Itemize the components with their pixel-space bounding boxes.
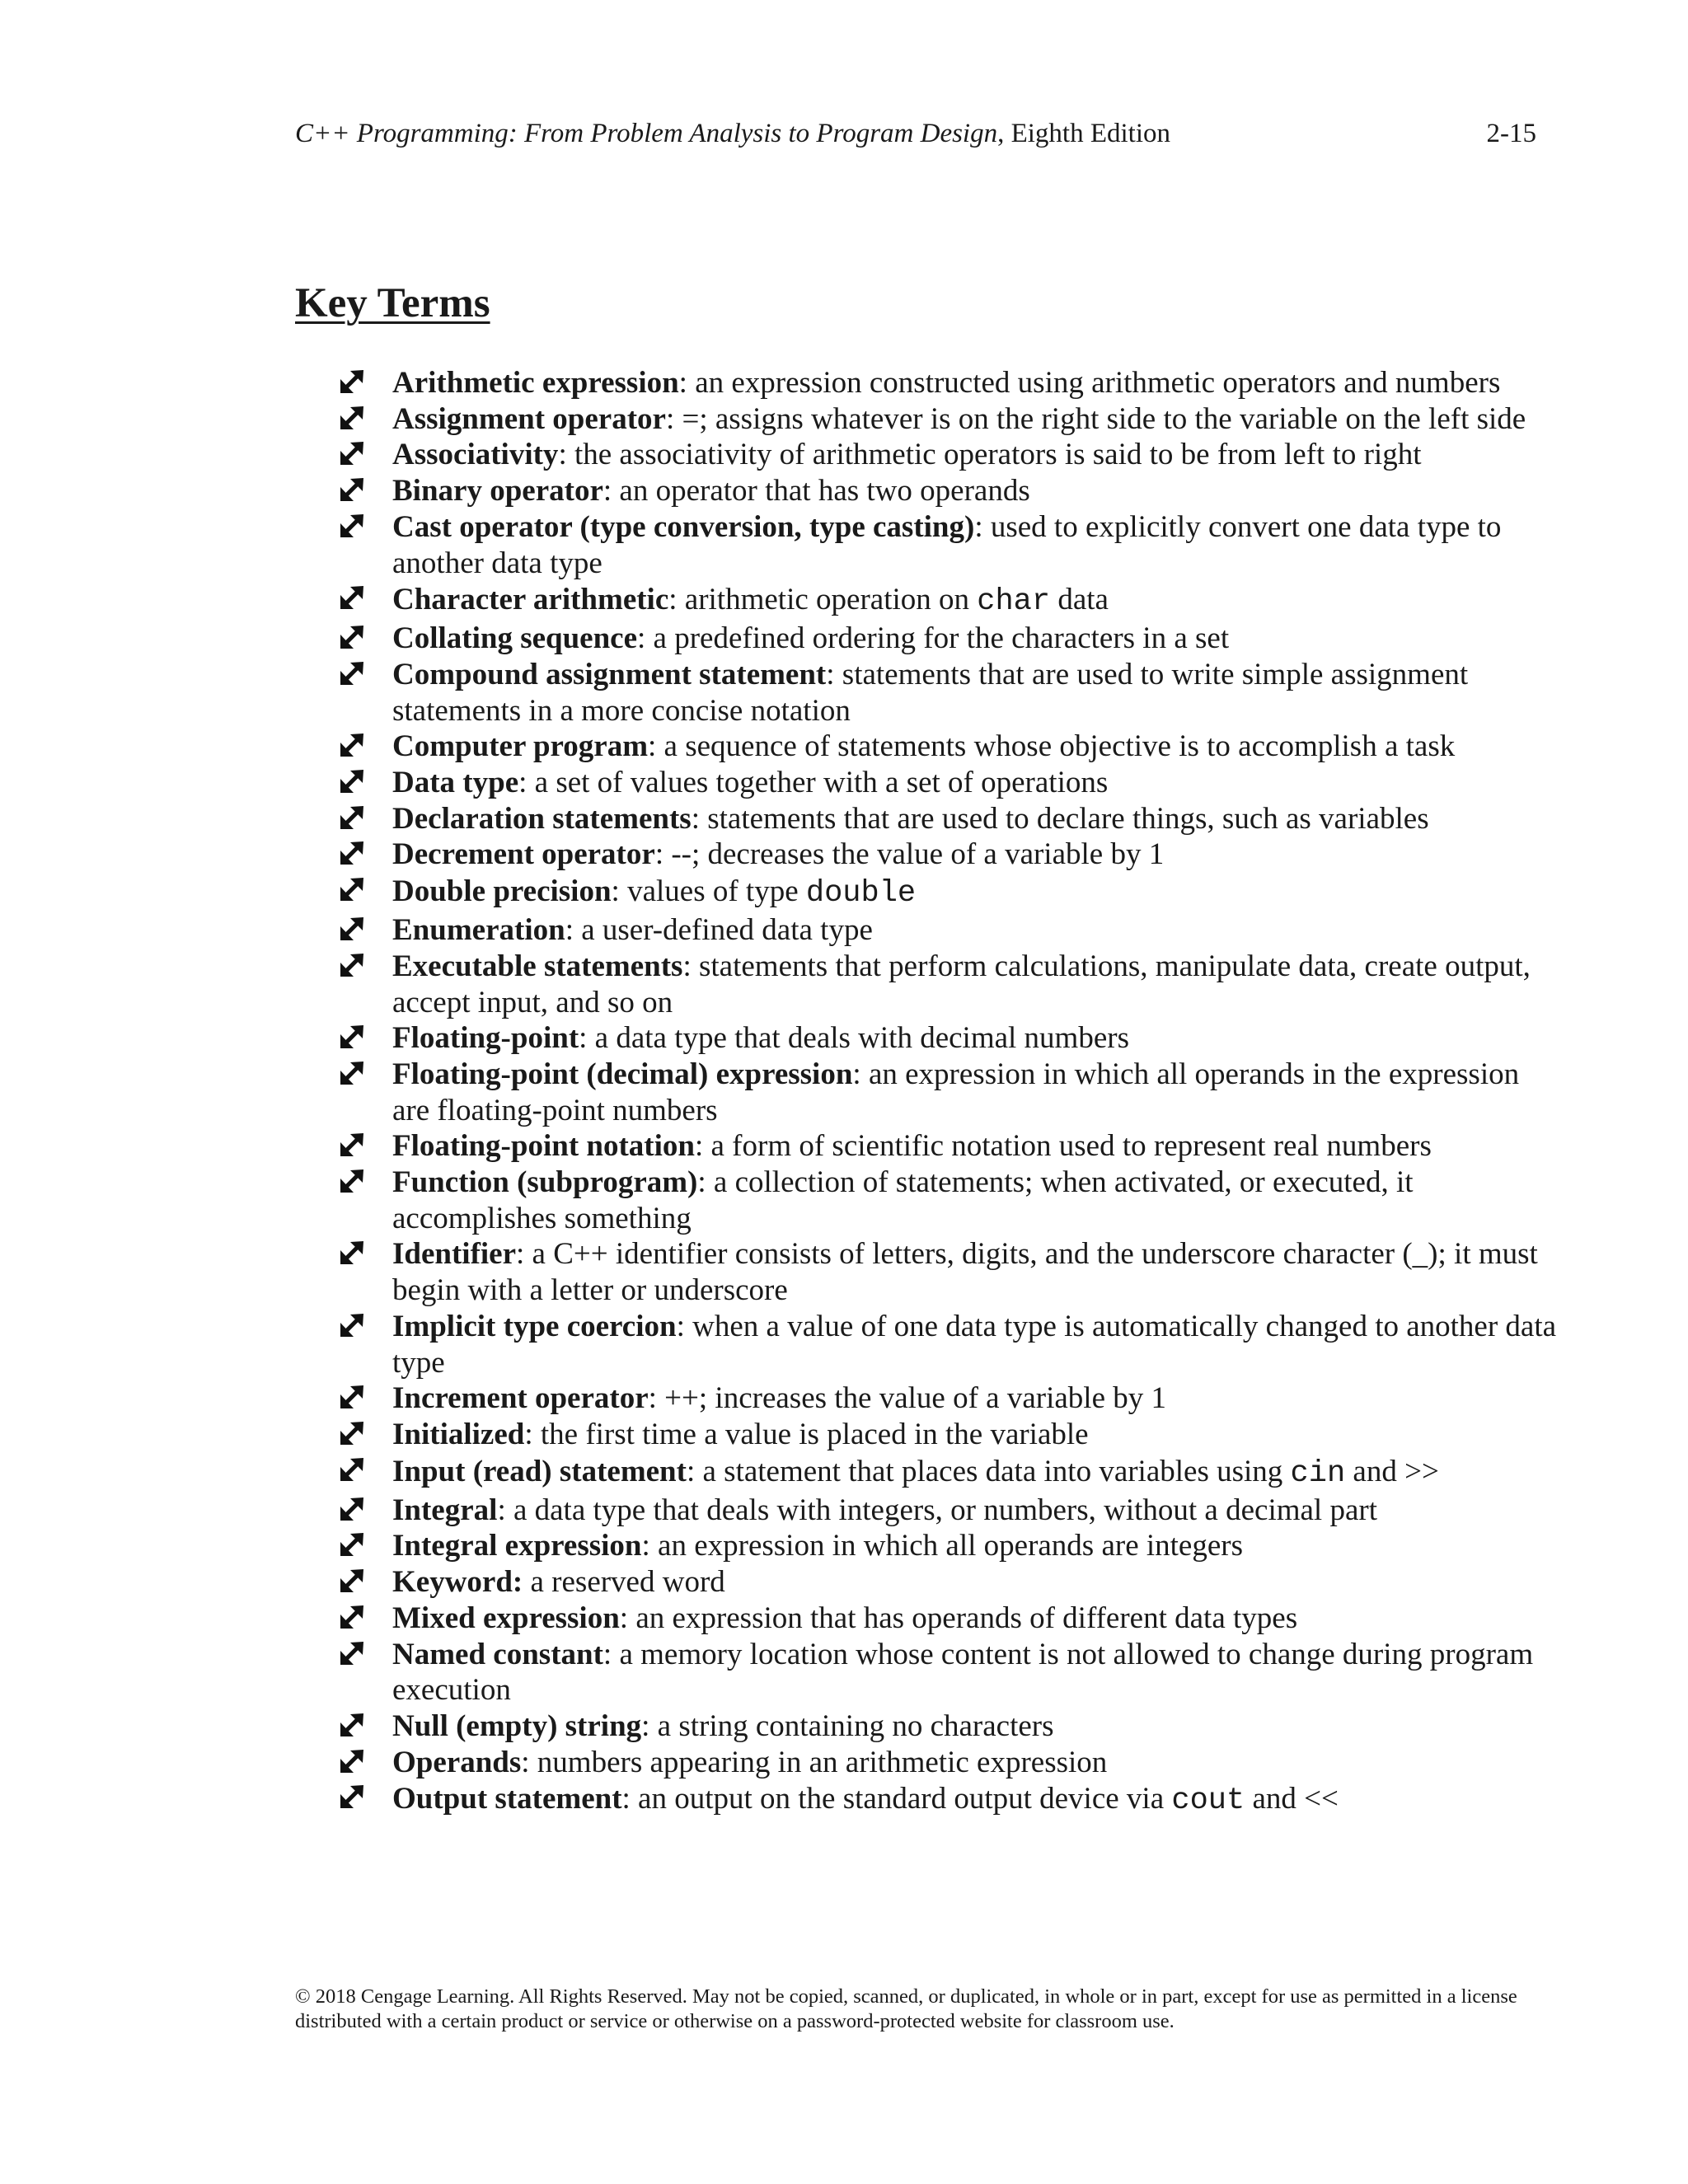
term-item	[338, 473, 1558, 509]
term-definition: : values of type	[611, 874, 806, 909]
term-name: Output statement	[392, 1782, 622, 1816]
term-definition: a reserved word	[523, 1565, 725, 1600]
term-item	[338, 1780, 1558, 1820]
term-definition: : a memory location whose content is not allowed to change during program execution	[392, 1637, 1534, 1708]
term-item	[338, 837, 1558, 873]
term-item	[338, 765, 1558, 801]
term-definition: : statements that perform calculations, manipulate data, create output, accept input, and so on	[392, 949, 1531, 1019]
double-arrow-icon	[338, 951, 366, 979]
term-name: Floating-point (decimal) expression	[392, 1057, 853, 1091]
double-arrow-icon	[338, 439, 366, 467]
term-item	[338, 1528, 1558, 1564]
term-item	[338, 1309, 1558, 1380]
term-item	[338, 949, 1558, 1020]
term-definition: : a data type that deals with integers, or numbers, without a decimal part	[497, 1493, 1377, 1527]
double-arrow-icon	[338, 915, 366, 943]
edition-label: , Eighth Edition	[997, 119, 1171, 148]
term-name: Associativity	[392, 438, 559, 472]
term-name: Integral expression	[392, 1529, 642, 1563]
code-keyword: double	[805, 876, 917, 912]
term-item	[338, 1417, 1558, 1453]
term-definition: : an operator that has two operands	[603, 474, 1030, 509]
term-name: Double precision	[392, 874, 612, 909]
term-name: Identifier	[392, 1237, 517, 1272]
term-name: Collating sequence	[392, 621, 638, 656]
term-definition: : an expression constructed using arithmetic operators and numbers	[678, 366, 1501, 400]
term-name: Integral	[392, 1493, 498, 1527]
term-name: Declaration statements	[392, 801, 692, 836]
term-item	[338, 1708, 1558, 1745]
page-number: 2-15	[1486, 119, 1536, 148]
term-item	[338, 1564, 1558, 1601]
term-name: Operands	[392, 1745, 522, 1779]
double-arrow-icon	[338, 839, 366, 867]
double-arrow-icon	[338, 1311, 366, 1339]
term-name: Named constant	[392, 1637, 603, 1671]
term-item	[338, 1236, 1558, 1308]
term-definition: : --; decreases the value of a variable by 1	[654, 837, 1165, 872]
double-arrow-icon	[338, 1747, 366, 1775]
term-name: Executable statements	[392, 949, 683, 983]
term-name: Floating-point	[392, 1021, 579, 1056]
double-arrow-icon	[338, 512, 366, 540]
term-item	[338, 1453, 1558, 1493]
term-definition: and >>	[1345, 1454, 1439, 1488]
term-definition: : a set of values together with a set of operations	[518, 766, 1109, 800]
double-arrow-icon	[338, 1639, 366, 1667]
term-name: Computer program	[392, 729, 649, 764]
term-name: Null (empty) string	[392, 1708, 642, 1743]
term-item	[338, 1493, 1558, 1529]
term-name: Arithmetic expression	[392, 366, 679, 400]
double-arrow-icon	[338, 1455, 366, 1483]
term-item	[338, 1128, 1558, 1165]
double-arrow-icon	[338, 804, 366, 832]
section-title: Key Terms	[295, 280, 490, 326]
term-item	[338, 1057, 1558, 1128]
term-name: Character arithmetic	[392, 583, 669, 617]
term-name: Mixed expression	[392, 1601, 620, 1635]
term-definition: : a collection of statements; when activated, or executed, it accomplishes something	[392, 1165, 1414, 1235]
term-name: Binary operator	[392, 474, 603, 509]
term-name: Enumeration	[392, 913, 565, 948]
term-item	[338, 1637, 1558, 1708]
term-definition: : when a value of one data type is automatically changed to another data type	[392, 1309, 1557, 1380]
book-title: C++ Programming: From Problem Analysis to Program Design	[295, 119, 998, 148]
double-arrow-icon	[338, 731, 366, 759]
term-definition: : the associativity of arithmetic operators is said to be from left to right	[558, 438, 1422, 472]
term-definition: : a data type that deals with decimal numbers	[579, 1021, 1129, 1056]
term-item	[338, 1020, 1558, 1057]
term-item	[338, 729, 1558, 765]
code-keyword: cout	[1171, 1783, 1245, 1819]
term-definition: : a user-defined data type	[565, 913, 873, 948]
term-name: Assignment operator	[392, 401, 666, 436]
term-name: Increment operator	[392, 1381, 649, 1416]
term-name: Input (read) statement	[392, 1454, 687, 1488]
term-name: Compound assignment statement	[392, 657, 827, 691]
running-header	[295, 117, 1536, 150]
term-definition: : an expression in which all operands are integers	[641, 1529, 1244, 1563]
term-name: Initialized	[392, 1417, 525, 1451]
term-definition: : a form of scientific notation used to represent real numbers	[694, 1129, 1432, 1164]
term-item	[338, 581, 1558, 621]
double-arrow-icon	[338, 1167, 366, 1195]
term-item	[338, 437, 1558, 473]
term-item	[338, 801, 1558, 837]
double-arrow-icon	[338, 1131, 366, 1159]
term-name: Cast operator (type conversion, type casting)	[392, 509, 975, 544]
term-name: Data type	[392, 766, 519, 800]
term-definition: : arithmetic operation on	[668, 583, 978, 617]
term-item	[338, 1745, 1558, 1781]
double-arrow-icon	[338, 1567, 366, 1595]
term-definition: : numbers appearing in an arithmetic expression	[521, 1745, 1108, 1779]
double-arrow-icon	[338, 1023, 366, 1051]
term-item	[338, 509, 1558, 581]
double-arrow-icon	[338, 368, 366, 396]
term-item	[338, 365, 1558, 401]
double-arrow-icon	[338, 1530, 366, 1558]
double-arrow-icon	[338, 875, 366, 903]
term-name: Function (subprogram)	[392, 1165, 698, 1200]
double-arrow-icon	[338, 1783, 366, 1811]
double-arrow-icon	[338, 1711, 366, 1739]
double-arrow-icon	[338, 623, 366, 651]
term-definition: : ++; increases the value of a variable by 1	[648, 1381, 1166, 1416]
double-arrow-icon	[338, 767, 366, 795]
term-name: Implicit type coercion	[392, 1309, 677, 1343]
double-arrow-icon	[338, 583, 366, 612]
term-item	[338, 1165, 1558, 1236]
double-arrow-icon	[338, 1419, 366, 1447]
code-keyword: cin	[1290, 1455, 1346, 1491]
term-name: Keyword:	[392, 1565, 523, 1600]
code-keyword: char	[977, 584, 1051, 620]
key-terms-list	[338, 365, 1558, 1820]
double-arrow-icon	[338, 1239, 366, 1267]
double-arrow-icon	[338, 1059, 366, 1087]
term-item	[338, 621, 1558, 657]
term-definition: : an output on the standard output device via	[621, 1782, 1172, 1816]
term-definition: : a C++ identifier consists of letters, digits, and the underscore character (_); it must begin with a letter or underscore	[392, 1237, 1538, 1308]
term-definition: : used to explicitly convert one data type to another data type	[392, 509, 1502, 580]
double-arrow-icon	[338, 1603, 366, 1631]
term-item	[338, 1601, 1558, 1637]
term-name: Floating-point notation	[392, 1129, 695, 1164]
copyright-footer: © 2018 Cengage Learning. All Rights Reserved. May not be copied, scanned, or duplicated, in whole or in part, except for use as permitted in a license distributed with a certain product or service or otherwise on a password-protected website for classroom use.	[295, 1985, 1517, 2032]
term-item	[338, 873, 1558, 912]
double-arrow-icon	[338, 1383, 366, 1411]
term-definition: : a sequence of statements whose objective is to accomplish a task	[648, 729, 1456, 764]
term-definition: : a string containing no characters	[641, 1708, 1054, 1743]
term-definition: : statements that are used to declare things, such as variables	[691, 801, 1429, 836]
term-definition: : an expression in which all operands in the expression are floating-point numbers	[392, 1057, 1520, 1127]
term-definition: data	[1050, 583, 1109, 617]
term-name: Decrement operator	[392, 837, 655, 872]
term-item	[338, 1380, 1558, 1417]
term-definition: : the first time a value is placed in the variable	[524, 1417, 1089, 1451]
term-item	[338, 912, 1558, 949]
term-item	[338, 657, 1558, 729]
term-definition: : a statement that places data into variables using	[686, 1454, 1291, 1488]
term-definition: : statements that are used to write simple assignment statements in a more concise notation	[392, 657, 1469, 728]
term-definition: : =; assigns whatever is on the right side to the variable on the left side	[665, 401, 1526, 436]
double-arrow-icon	[338, 659, 366, 687]
double-arrow-icon	[338, 1495, 366, 1523]
term-item	[338, 401, 1558, 438]
double-arrow-icon	[338, 476, 366, 504]
term-definition: : a predefined ordering for the characters in a set	[637, 621, 1230, 656]
term-definition: and <<	[1245, 1782, 1339, 1816]
term-definition: : an expression that has operands of different data types	[619, 1601, 1298, 1635]
double-arrow-icon	[338, 404, 366, 432]
